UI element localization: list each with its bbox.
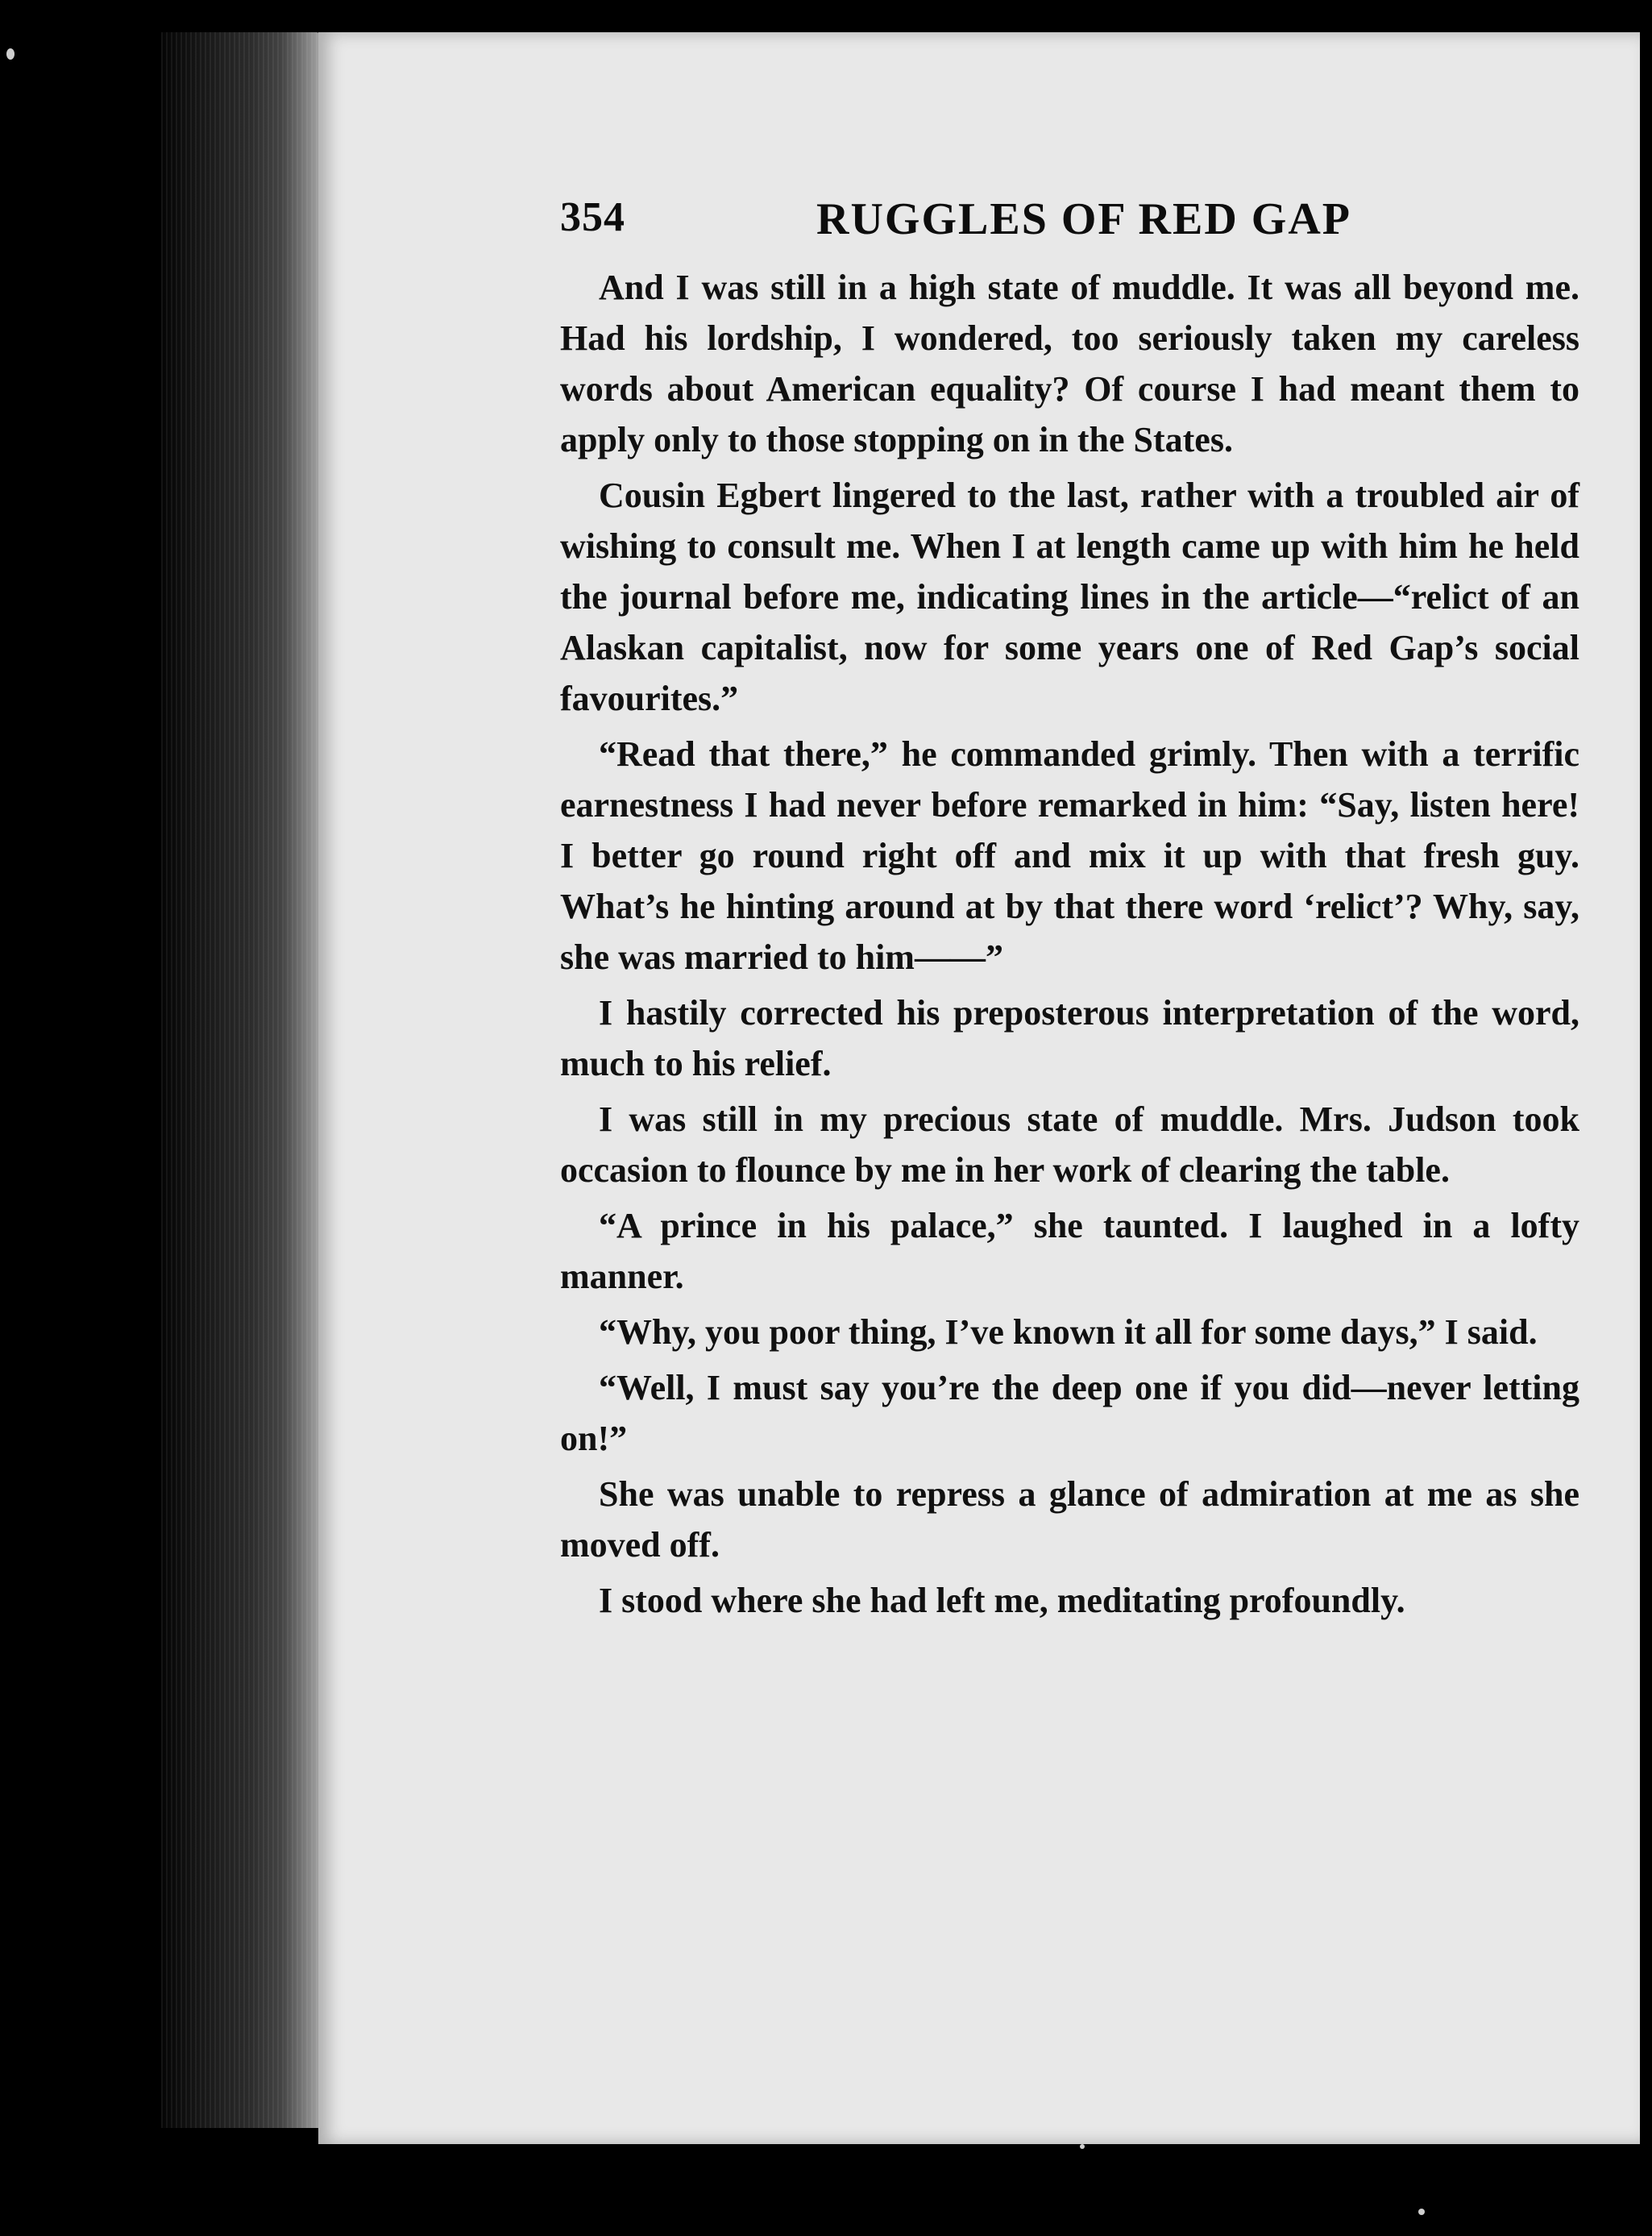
- paragraph: “A prince in his palace,” she taunted. I laughed in a lofty manner.: [560, 1206, 1579, 1296]
- book-page: [318, 32, 1640, 2144]
- page-number: 354: [560, 194, 625, 240]
- paragraph: She was unable to repress a glance of admiration at me as she moved off.: [560, 1474, 1579, 1565]
- paragraph: Cousin Egbert lingered to the last, rather with a troubled air of wishing to consult me. When I at length came up with him he held the journal before me, indicating lines in the article—“relict of an Alaskan capitalist, now for some years one of Red Gap’s social favourites.”: [560, 476, 1579, 718]
- paragraph: And I was still in a high state of muddle. It was all beyond me. Had his lordship, I wondered, too seriously taken my careless words about American equality? Of course I had meant them to apply only to those stopping on in the States.: [560, 268, 1579, 459]
- book-page-edges: [161, 32, 322, 2128]
- paragraph: I was still in my precious state of muddle. Mrs. Judson took occasion to flounce by me in her work of clearing the table.: [560, 1099, 1579, 1190]
- paragraph: I hastily corrected his preposterous interpretation of the word, much to his relief.: [560, 993, 1579, 1083]
- paragraph: I stood where she had left me, meditating profoundly.: [599, 1581, 1405, 1620]
- paragraph: “Well, I must say you’re the deep one if you did—never letting on!”: [560, 1368, 1579, 1458]
- page-text: [560, 262, 1579, 1631]
- paragraph: “Read that there,” he commanded grimly. Then with a terrific earnestness I had never before remarked in him: “Say, listen here! I better go round right off and mix it up with that fresh guy. What’s he hinting around at by that there word ‘relict’? Why, say, she was married to him——”: [560, 734, 1579, 977]
- page-header: [560, 193, 1612, 258]
- paragraph: “Why, you poor thing, I’ve known it all for some days,” I said.: [599, 1312, 1538, 1352]
- running-title: RUGGLES OF RED GAP: [816, 194, 1351, 244]
